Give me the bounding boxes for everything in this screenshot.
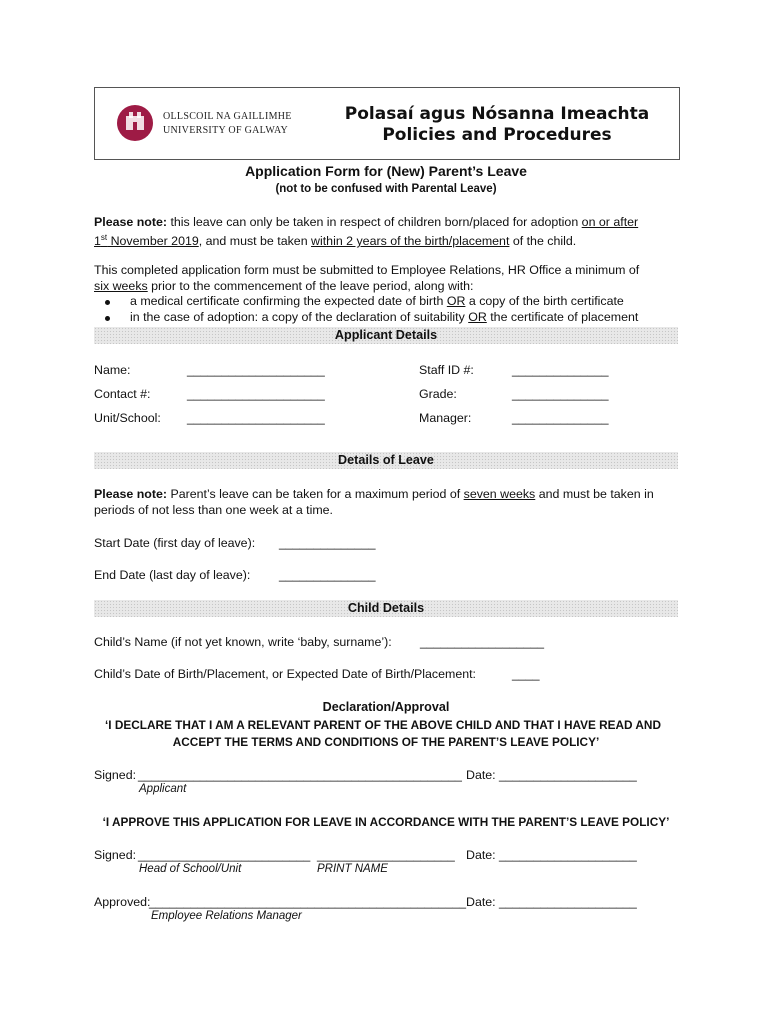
leave-note-paragraph: Please note: Parent’s leave can be taken for a maximum period of seven weeks and must be taken in periods of not less than one week at a time. — [94, 487, 654, 517]
unit-school-label: Unit/School: — [94, 411, 161, 425]
child-name-field[interactable]: __________________ — [420, 635, 545, 649]
declaration-line-1: ‘I DECLARE THAT I AM A RELEVANT PARENT OF THE ABOVE CHILD AND THAT I HAVE READ AND — [105, 718, 661, 732]
name-field[interactable]: ____________________ — [187, 363, 325, 377]
section-heading-leave: Details of Leave — [94, 452, 678, 469]
start-date-field[interactable]: ______________ — [279, 536, 376, 550]
end-date-field[interactable]: ______________ — [279, 568, 376, 582]
header-box — [94, 87, 680, 160]
date-label-2: Date: — [466, 848, 496, 862]
header-title-english: Policies and Procedures — [382, 125, 612, 145]
section-heading-child: Child Details — [94, 600, 678, 617]
logo-irish-text: OLLSCOIL NA GAILLIMHE — [163, 111, 292, 122]
staff-id-label: Staff ID #: — [419, 363, 474, 377]
grade-label: Grade: — [419, 387, 457, 401]
date-label-3: Date: — [466, 895, 496, 909]
applicant-caption: Applicant — [139, 783, 187, 795]
name-label: Name: — [94, 363, 131, 377]
note-paragraph: Please note: this leave can only be taken in respect of children born/placed for adoption on or after 1st November 2019, and must be taken within 2 years of the birth/placement of the child. — [94, 215, 639, 249]
declaration-line-2: ACCEPT THE TERMS AND CONDITIONS OF THE PARENT’S LEAVE POLICY’ — [172, 735, 600, 749]
bullet-icon — [105, 316, 110, 321]
section-heading-applicant: Applicant Details — [94, 327, 678, 344]
section-heading-declaration: Declaration/Approval — [322, 700, 450, 714]
print-name-field[interactable]: ____________________ — [317, 848, 455, 862]
head-date-field[interactable]: ____________________ — [499, 848, 637, 862]
grade-field[interactable]: ______________ — [512, 387, 609, 401]
signed-label: Signed: — [94, 768, 137, 782]
contact-field[interactable]: ____________________ — [187, 387, 325, 401]
form-title: Application Form for (New) Parent’s Leave — [245, 163, 527, 179]
head-signature-field[interactable]: _________________________ — [138, 848, 311, 862]
university-logo — [115, 103, 292, 143]
date-label: Date: — [466, 768, 496, 782]
contact-label: Contact #: — [94, 387, 151, 401]
approved-label: Approved: — [94, 895, 151, 909]
approval-statement: ‘I APPROVE THIS APPLICATION FOR LEAVE IN ACCORDANCE WITH THE PARENT’S LEAVE POLICY’ — [102, 815, 670, 829]
bullet-icon — [105, 300, 110, 305]
er-caption: Employee Relations Manager — [151, 910, 302, 922]
staff-id-field[interactable]: ______________ — [512, 363, 609, 377]
signed-label-2: Signed: — [94, 848, 137, 862]
print-name-caption: PRINT NAME — [317, 863, 388, 875]
applicant-date-field[interactable]: ____________________ — [499, 768, 637, 782]
bullet-item-medical-certificate: a medical certificate confirming the expected date of birth OR a copy of the birth certificate — [130, 294, 624, 308]
child-dob-field[interactable]: ____ — [512, 667, 540, 681]
child-name-label: Child’s Name (if not yet known, write ‘baby, surname’): — [94, 635, 392, 649]
form-subtitle: (not to be confused with Parental Leave) — [275, 183, 497, 195]
end-date-label: End Date (last day of leave): — [94, 568, 251, 582]
logo-english-text: UNIVERSITY OF GALWAY — [163, 125, 289, 136]
note-label: Please note: — [94, 215, 167, 229]
child-dob-label: Child’s Date of Birth/Placement, or Expected Date of Birth/Placement: — [94, 667, 476, 681]
head-caption: Head of School/Unit — [139, 863, 242, 875]
header-title-irish: Polasaí agus Nósanna Imeachta — [344, 104, 650, 124]
crest-icon — [115, 103, 285, 143]
manager-field[interactable]: ______________ — [512, 411, 609, 425]
er-signature-field[interactable]: ______________________________________________ — [149, 895, 466, 909]
submission-paragraph: This completed application form must be submitted to Employee Relations, HR Office a minimum of six weeks prior to the commencement of the leave period, along with: — [94, 263, 640, 293]
manager-label: Manager: — [419, 411, 472, 425]
start-date-label: Start Date (first day of leave): — [94, 536, 256, 550]
bullet-item-adoption: in the case of adoption: a copy of the declaration of suitability OR the certificate of placement — [130, 310, 639, 324]
er-date-field[interactable]: ____________________ — [499, 895, 637, 909]
unit-school-field[interactable]: ____________________ — [187, 411, 325, 425]
applicant-signature-field[interactable]: _______________________________________________ — [138, 768, 462, 782]
